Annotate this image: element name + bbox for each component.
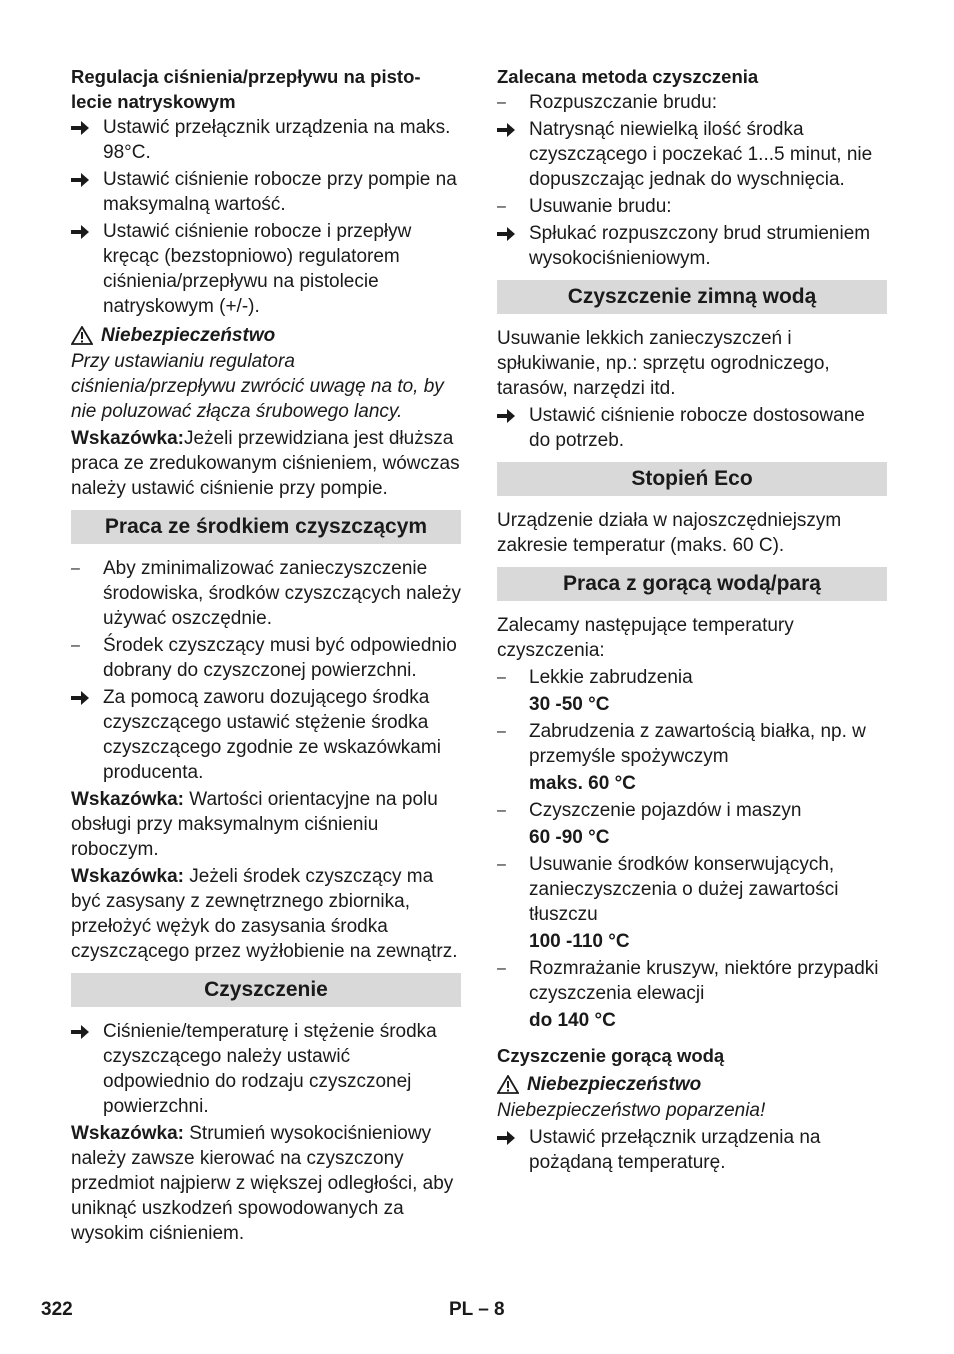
- dash-bullet: –: [71, 637, 80, 654]
- section-bar-cold-water: Czyszczenie zimną wodą: [497, 280, 887, 314]
- dash-text: Usuwanie brudu:: [529, 196, 672, 217]
- note-paragraph: [71, 1121, 461, 1246]
- dash-bullet: –: [497, 198, 506, 215]
- dash-item: [497, 90, 887, 115]
- note-label: Wskazówka:: [71, 428, 184, 449]
- temp-item: [497, 798, 887, 823]
- step-item: [71, 167, 461, 217]
- section-bar-hot-water: Praca z gorącą wodą/parą: [497, 567, 887, 601]
- section-bar-eco: Stopień Eco: [497, 462, 887, 496]
- note-paragraph: [71, 787, 461, 862]
- warning-triangle-icon: [71, 326, 93, 345]
- dash-bullet: –: [497, 723, 506, 740]
- note-text: Strumień wysokociśnieniowy należy zawsze kierować na czyszczony przedmiot najpierw z większej odległości, aby uniknąć uszkodzeń spowodowanych za wysokim ciśnieniem.: [71, 1123, 454, 1244]
- dash-text: Rozpuszczanie brudu:: [529, 92, 717, 113]
- eco-text: Urządzenie działa w najoszczędniejszym zakresie temperatur (maks. 60 C).: [497, 510, 842, 556]
- dash-bullet: –: [497, 960, 506, 977]
- dash-bullet: –: [497, 856, 506, 873]
- arrow-right-icon: [71, 115, 97, 135]
- warning-triangle-icon: [497, 1075, 519, 1094]
- step-item: [71, 1019, 461, 1119]
- temp-value: 30 -50 °C: [529, 694, 610, 715]
- temp-item: [497, 956, 887, 1006]
- note-label: Wskazówka:: [71, 866, 184, 887]
- temp-item: [497, 852, 887, 927]
- right-column: [497, 64, 887, 1177]
- step-text: Ustawić przełącznik urządzenia na maks. 98°C.: [103, 117, 451, 163]
- note-label: Wskazówka:: [71, 1123, 184, 1144]
- temp-label: Czyszczenie pojazdów i maszyn: [529, 800, 802, 821]
- note-text: Wartości orientacyjne na polu obsługi przy maksymalnym ciśnieniu roboczym.: [71, 789, 438, 860]
- step-item: [71, 685, 461, 785]
- arrow-right-icon: [71, 219, 97, 239]
- note-text: Jeżeli przewidziana jest dłuższa praca ze zredukowanym ciśnieniem, wówczas należy ustawić ciśnienie przy pompie.: [71, 428, 460, 499]
- step-text: Ustawić ciśnienie robocze i przepływ kręcąc (bezstopniowo) regulatorem ciśnienia/przepływu na pistolecie natryskowym (+/-).: [103, 221, 412, 317]
- step-item: [497, 221, 887, 271]
- note-paragraph: [71, 864, 461, 964]
- step-item: [71, 115, 461, 165]
- temp-value: do 140 °C: [529, 1010, 616, 1031]
- arrow-right-icon: [497, 1125, 523, 1145]
- temp-value: 100 -110 °C: [529, 931, 630, 952]
- left-column: [71, 64, 461, 1248]
- arrow-right-icon: [71, 167, 97, 187]
- hot-water-intro: Zalecamy następujące temperatury czyszczenia:: [497, 615, 794, 661]
- dash-item: [71, 556, 461, 631]
- step-item: [497, 1125, 887, 1175]
- page-number: 322: [41, 1299, 73, 1320]
- language-page-label: PL – 8: [449, 1299, 505, 1320]
- dash-item: [497, 194, 887, 219]
- arrow-right-icon: [497, 117, 523, 137]
- dash-bullet: –: [497, 94, 506, 111]
- dash-text: Środek czyszczący musi być odpowiednio dobrany do czyszczonej powierzchni.: [103, 635, 457, 681]
- danger-title: Niebezpieczeństwo: [497, 1072, 887, 1097]
- section-bar-cleaning: Czyszczenie: [71, 973, 461, 1007]
- section-heading-method: Zalecana metoda czyszczenia: [497, 66, 759, 87]
- arrow-right-icon: [71, 685, 97, 705]
- note-text: Jeżeli środek czyszczący ma być zasysany z zewnętrznego zbiornika, przełożyć wężyk do zasysania środka czyszczącego przez wyżłobienie na zewnątrz.: [71, 866, 458, 962]
- temp-label: Rozmrażanie kruszyw, niektóre przypadki czyszczenia elewacji: [529, 958, 879, 1004]
- danger-text: Przy ustawianiu regulatora ciśnienia/przepływu zwrócić uwagę na to, by nie poluzować złącza śrubowego lancy.: [71, 351, 444, 422]
- section-heading-hot-water-cleaning: Czyszczenie gorącą wodą: [497, 1045, 725, 1066]
- note-paragraph: [71, 426, 461, 501]
- step-text: Ustawić ciśnienie robocze przy pompie na maksymalną wartość.: [103, 169, 457, 215]
- step-text: Spłukać rozpuszczony brud strumieniem wysokociśnieniowym.: [529, 223, 871, 269]
- step-text: Natrysnąć niewielką ilość środka czyszczącego i poczekać 1...5 minut, nie dopuszczając jednak do wyschnięcia.: [529, 119, 873, 190]
- section-bar-cleaning-agent: Praca ze środkiem czyszczącym: [71, 510, 461, 544]
- dash-item: [71, 633, 461, 683]
- arrow-right-icon: [497, 403, 523, 423]
- danger-title: Niebezpieczeństwo: [71, 323, 461, 348]
- step-text: Ciśnienie/temperaturę i stężenie środka czyszczącego należy ustawić odpowiednio do rodzaju czyszczonej powierzchni.: [103, 1021, 437, 1117]
- note-label: Wskazówka:: [71, 789, 184, 810]
- temp-value: maks. 60 °C: [529, 773, 636, 794]
- step-item: [497, 117, 887, 192]
- step-item: [497, 403, 887, 453]
- dash-text: Aby zminimalizować zanieczyszczenie środowiska, środków czyszczących należy używać oszczędnie.: [103, 558, 461, 629]
- dash-bullet: –: [497, 669, 506, 686]
- temp-label: Usuwanie środków konserwujących, zanieczyszczenia o dużej zawartości tłuszczu: [529, 854, 839, 925]
- step-text: Za pomocą zaworu dozującego środka czyszczącego ustawić stężenie środka czyszczącego zgodnie ze wskazówkami producenta.: [103, 687, 441, 783]
- arrow-right-icon: [71, 1019, 97, 1039]
- temp-value: 60 -90 °C: [529, 827, 610, 848]
- temp-label: Lekkie zabrudzenia: [529, 667, 693, 688]
- dash-bullet: –: [497, 802, 506, 819]
- danger-text: Niebezpieczeństwo poparzenia!: [497, 1100, 766, 1121]
- step-item: [71, 219, 461, 319]
- section-heading-pressure: Regulacja ciśnienia/przepływu na pisto- lecie natryskowym: [71, 66, 421, 112]
- temp-item: [497, 665, 887, 690]
- step-text: Ustawić ciśnienie robocze dostosowane do potrzeb.: [529, 405, 865, 451]
- temp-label: Zabrudzenia z zawartością białka, np. w przemyśle spożywczym: [529, 721, 866, 767]
- dash-bullet: –: [71, 560, 80, 577]
- temp-item: [497, 719, 887, 769]
- arrow-right-icon: [497, 221, 523, 241]
- cold-water-text: Usuwanie lekkich zanieczyszczeń i spłukiwanie, np.: sprzętu ogrodniczego, tarasów, narzędzi itd.: [497, 328, 830, 399]
- step-text: Ustawić przełącznik urządzenia na pożądaną temperaturę.: [529, 1127, 821, 1173]
